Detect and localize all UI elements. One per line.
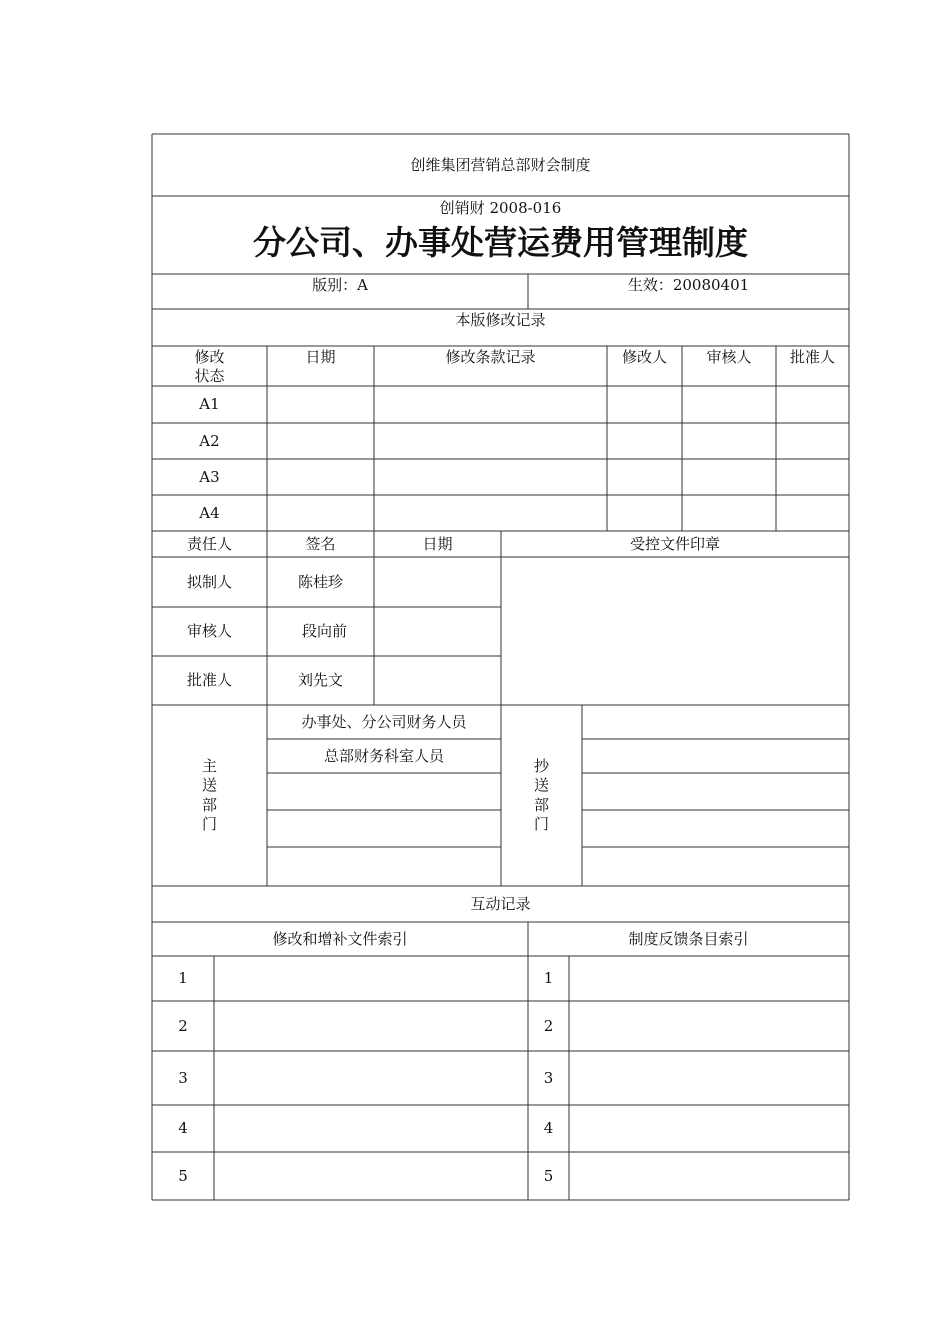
feedback-index-number: 4 [543, 1119, 554, 1138]
resp-col-signature: 签名 [305, 534, 336, 553]
feedback-index-number: 1 [543, 969, 554, 988]
revision-row-status: A3 [199, 467, 220, 486]
amendment-index-number: 3 [178, 1068, 188, 1087]
amendment-index-number: 2 [178, 1016, 188, 1035]
revision-col-approver: 批准人 [789, 348, 835, 366]
amendment-index-title: 修改和增补文件索引 [272, 929, 408, 948]
revision-section-title: 本版修改记录 [455, 311, 546, 329]
revision-row-status: A4 [199, 503, 220, 522]
document-title: 分公司、办事处营运费用管理制度 [253, 223, 748, 263]
resp-name-approver: 刘先文 [297, 671, 343, 690]
resp-name-drafter: 陈桂珍 [297, 572, 343, 591]
amendment-index-number: 1 [178, 969, 188, 988]
revision-row-status: A2 [199, 431, 220, 450]
main-distribution-label: 主 送 部 门 [201, 756, 217, 833]
revision-row-status: A1 [199, 395, 220, 414]
revision-col-clause: 修改条款记录 [445, 348, 536, 366]
document-number: 创销财 2008-016 [439, 198, 562, 217]
feedback-index-title: 制度反馈条目索引 [628, 929, 749, 948]
revision-col-date: 日期 [305, 348, 336, 366]
company-system-title: 创维集团营销总部财会制度 [410, 155, 591, 174]
revision-col-reviewer: 审核人 [706, 348, 752, 366]
resp-col-seal: 受控文件印章 [629, 534, 720, 553]
copy-distribution-label: 抄 送 部 门 [533, 756, 549, 833]
effective-date-label: 生效：20080401 [627, 276, 750, 294]
amendment-index-number: 4 [178, 1119, 188, 1138]
resp-role-drafter: 拟制人 [186, 572, 232, 591]
resp-role-reviewer: 审核人 [186, 622, 232, 641]
revision-col-status: 修改 状态 [194, 348, 225, 385]
main-distribution-item: 总部财务科室人员 [323, 746, 444, 765]
amendment-index-number: 5 [178, 1166, 188, 1185]
version-label: 版别：A [312, 276, 368, 294]
main-distribution-item: 办事处、分公司财务人员 [301, 712, 467, 731]
resp-col-date: 日期 [422, 534, 453, 553]
feedback-index-number: 3 [543, 1068, 554, 1087]
resp-col-role: 责任人 [186, 534, 232, 553]
interaction-section-title: 互动记录 [470, 894, 531, 913]
resp-role-approver: 批准人 [186, 671, 232, 690]
resp-name-reviewer: 段向前 [301, 622, 347, 641]
feedback-index-number: 2 [543, 1016, 554, 1035]
feedback-index-number: 5 [543, 1166, 554, 1185]
revision-col-modifier: 修改人 [621, 348, 667, 366]
